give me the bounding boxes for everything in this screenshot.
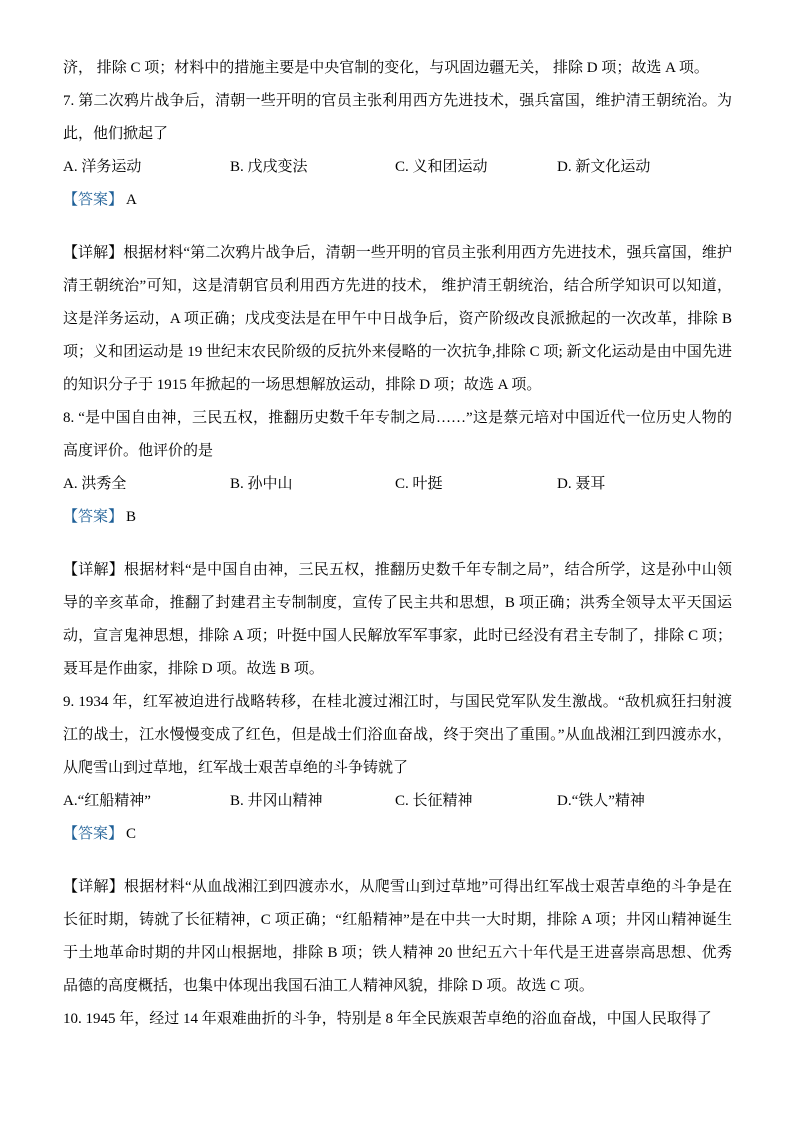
detail-label: 【详解】 bbox=[63, 245, 124, 261]
question-block-7 bbox=[63, 85, 732, 402]
question-7-answer-value: A bbox=[126, 192, 137, 208]
question-8-options bbox=[63, 468, 732, 501]
question-block-8 bbox=[63, 402, 732, 686]
question-7-option-a: A. 洋务运动 bbox=[63, 159, 142, 175]
detail-label: 【详解】 bbox=[63, 562, 124, 578]
question-8-answer-value: B bbox=[126, 509, 137, 525]
question-block-9 bbox=[63, 686, 732, 1003]
question-7-option-b: B. 戊戌变法 bbox=[230, 159, 308, 175]
question-10-stem: 10. 1945 年，经过 14 年艰难曲折的斗争，特别是 8 年全民族艰苦卓绝的浴血奋战，中国人民取得了 bbox=[63, 1011, 712, 1027]
question-9-explanation bbox=[63, 871, 732, 1003]
question-8-option-a: A. 洪秀全 bbox=[63, 476, 127, 492]
question-7-option-c: C. 义和团运动 bbox=[395, 159, 488, 175]
question-8-explanation-text: 根据材料“是中国自由神，三民五权，推翻历史数千年专制之局”，结合所学，这是孙中山领导的辛亥革命，推翻了封建君主专制制度，宣传了民主共和思想，B 项正确；洪秀全领导太平天国运动，宣言鬼神思想，排除 A 项；叶挺中国人民解放军军事家，此时已经没有君主专制了，排除 C 项；聂耳是作曲家，排除 D 项。故选 B 项。 bbox=[63, 562, 732, 677]
question-9-answer-line bbox=[63, 818, 732, 851]
question-block-10 bbox=[63, 1003, 732, 1036]
question-8-answer-line bbox=[63, 501, 732, 534]
question-9-option-b: B. 井冈山精神 bbox=[230, 793, 323, 809]
question-7-options bbox=[63, 151, 732, 184]
answer-label: 【答案】 bbox=[63, 826, 124, 842]
question-7-explanation-text: 根据材料“第二次鸦片战争后，清朝一些开明的官员主张利用西方先进技术，强兵富国，维护清王朝统治”可知，这是清朝官员利用西方先进的技术， 维护清王朝统治，结合所学知识可以知道，这是洋务运动，A 项正确；戊戌变法是在甲午中日战争后，资产阶级改良派掀起的一次改革，排除 B 项；义和团运动是 19 世纪末农民阶级的反抗外来侵略的一次抗争,排除 C 项; 新文化运动是由中国先进的知识分子于 1915 年掀起的一场思想解放运动，排除 D 项；故选 A 项。 bbox=[63, 245, 732, 393]
question-9-explanation-text: 根据材料“从血战湘江到四渡赤水，从爬雪山到过草地”可得出红军战士艰苦卓绝的斗争是在长征时期，铸就了长征精神，C 项正确；“红船精神”是在中共一大时期，排除 A 项；井冈山精神诞生于土地革命时期的井冈山根据地，排除 B 项；铁人精神 20 世纪五六十年代是王进喜崇高思想、优秀品德的高度概括，也集中体现出我国石油工人精神风貌，排除 D 项。故选 C 项。 bbox=[63, 879, 732, 994]
question-9-stem: 9. 1934 年，红军被迫进行战略转移，在桂北渡过湘江时，与国民党军队发生激战。“敌机疯狂扫射渡江的战士，江水慢慢变成了红色，但是战士们浴血奋战，终于突出了重围。”从血战湘江到四渡赤水，从爬雪山到过草地，红军战士艰苦卓绝的斗争铸就了 bbox=[63, 694, 732, 776]
answer-label: 【答案】 bbox=[63, 509, 124, 525]
question-8-option-c: C. 叶挺 bbox=[395, 476, 443, 492]
question-9-options bbox=[63, 785, 732, 818]
question-8-explanation bbox=[63, 554, 732, 686]
question-8-stem: 8. “是中国自由神，三民五权，推翻历史数千年专制之局……”这是蔡元培对中国近代一位历史人物的高度评价。他评价的是 bbox=[63, 410, 732, 459]
question-7-answer-line bbox=[63, 184, 732, 217]
question-9-answer-value: C bbox=[126, 826, 137, 842]
question-8-option-d: D. 聂耳 bbox=[557, 476, 606, 492]
question-7-explanation bbox=[63, 237, 732, 402]
question-7-stem: 7. 第二次鸦片战争后，清朝一些开明的官员主张利用西方先进技术，强兵富国，维护清王朝统治。为此，他们掀起了 bbox=[63, 93, 732, 142]
question-9-option-d: D.“铁人”精神 bbox=[557, 793, 645, 809]
answer-label: 【答案】 bbox=[63, 192, 124, 208]
question-9-option-c: C. 长征精神 bbox=[395, 793, 473, 809]
previous-answer-continuation-text: 济， 排除 C 项；材料中的措施主要是中央官制的变化，与巩固边疆无关， 排除 D 项；故选 A 项。 bbox=[63, 60, 709, 76]
question-9-option-a: A.“红船精神” bbox=[63, 793, 151, 809]
question-7-option-d: D. 新文化运动 bbox=[557, 159, 651, 175]
detail-label: 【详解】 bbox=[63, 879, 124, 895]
question-8-option-b: B. 孙中山 bbox=[230, 476, 293, 492]
